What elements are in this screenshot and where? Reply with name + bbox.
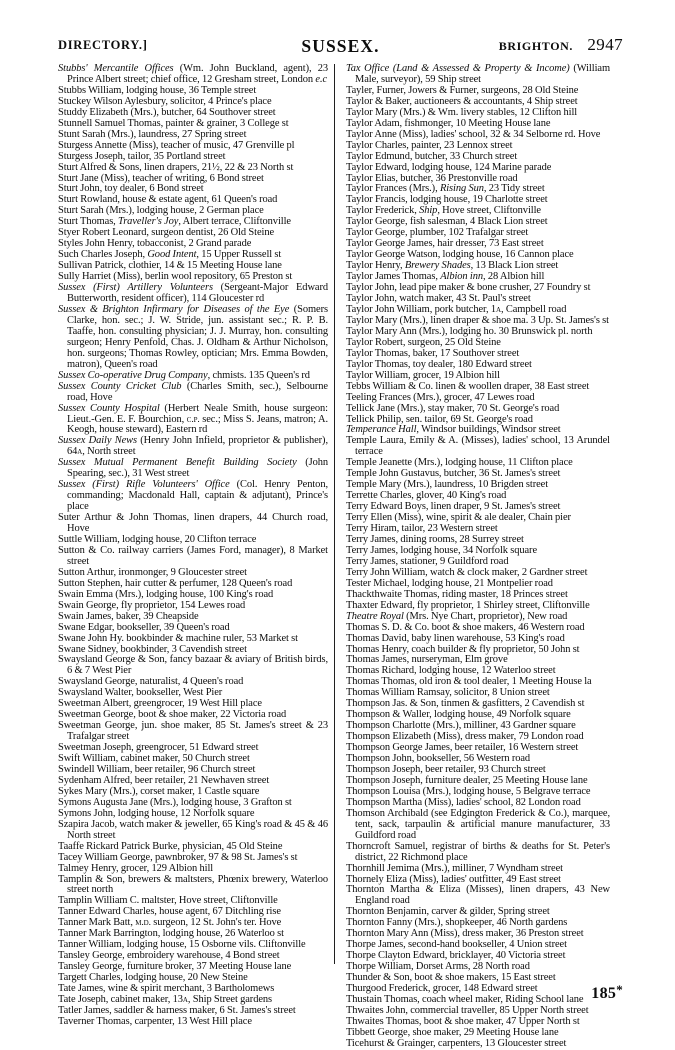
directory-entry: Thomas David, baby linen warehouse, 53 King's road [346, 632, 565, 644]
directory-entry: Stuckey Wilson Aylesbury, solicitor, 4 Prince's place [58, 95, 272, 107]
directory-entry: Taylor Thomas, baker, 17 Southover street [346, 347, 520, 359]
directory-entry: Sullivan Patrick, clothier, 14 & 15 Meeting House lane [58, 260, 282, 272]
directory-entry: Terry Ellen (Miss), wine, spirit & ale dealer, Chain pier [346, 512, 571, 524]
directory-entry: Thornely Eliza (Miss), ladies' outfitter, 49 East street [346, 873, 561, 885]
directory-entry: Sydenham Alfred, beer retailer, 21 Newhaven street [58, 774, 270, 786]
directory-entry: Taylor Thomas, toy dealer, 180 Edward street [346, 358, 532, 370]
directory-entry: Sussex Daily News (Henry John Infield, proprietor & publisher), 64a, North street [58, 435, 328, 458]
directory-entry: Sussex Co-operative Drug Company, chmists. 135 Queen's rd [58, 369, 310, 381]
directory-entry: Tanner Edward Charles, house agent, 67 Ditchling rise [58, 906, 281, 918]
directory-entry: Thorncroft Samuel, registrar of births & deaths for St. Peter's district, 22 Richmond place [346, 840, 610, 863]
directory-entry: Terry Edward Boys, linen draper, 9 St. James's street [346, 501, 561, 513]
directory-entry: Thorpe Clayton Edward, bricklayer, 40 Victoria street [346, 950, 566, 962]
directory-entry: Swift William, cabinet maker, 50 Church street [58, 753, 250, 765]
directory-entry: Thompson Joseph, beer retailer, 93 Church street [346, 764, 546, 775]
directory-entry: Thomas James, nurseryman, Elm grove [346, 654, 508, 666]
directory-entry: Tax Office (Land & Assessed & Property & Income) (William Male, surveyor), 59 Ship street [346, 63, 610, 85]
directory-entry: Terry John William, watch & clock maker, 2 Gardner street [346, 566, 588, 578]
directory-entry: Sussex Mutual Permanent Benefit Building Society (John Spearing, sec.), 31 West street [58, 457, 328, 480]
directory-entry: Sykes Mary (Mrs.), corset maker, 1 Castle square [58, 785, 260, 797]
signature-number: 185 [591, 985, 617, 1002]
directory-entry: Thorpe William, Dorset Arms, 28 North road [346, 961, 530, 973]
directory-entry: Swaysland George, naturalist, 4 Queen's road [58, 676, 244, 688]
directory-entry: Taylor George Watson, lodging house, 16 Cannon place [346, 249, 574, 261]
directory-entry: Thorpe James, second-hand bookseller, 4 Union street [346, 939, 567, 951]
directory-entry: Terry Hiram, tailor, 23 Western street [346, 523, 498, 535]
directory-entry: Tayler, Furner, Jowers & Furner, surgeons, 28 Old Steine [346, 84, 579, 96]
directory-entry: Taylor & Baker, auctioneers & accountants, 4 Ship street [346, 95, 578, 107]
directory-entry: Taylor Frederick, Ship, Hove street, Cliftonville [346, 205, 541, 217]
directory-entry: Taylor Edmund, butcher, 33 Church street [346, 150, 518, 162]
sheet-signature [591, 982, 623, 1003]
directory-entry: Tate James, wine & spirit merchant, 3 Bartholomews [58, 983, 275, 995]
directory-entry: Terry James, dining rooms, 28 Surrey street [346, 533, 524, 545]
directory-entry: Sturt John, toy dealer, 6 Bond street [58, 183, 204, 195]
running-head-right: BRIGHTON. [498, 39, 573, 53]
directory-entry: Thurgood Frederick, grocer, 148 Edward street [346, 983, 538, 995]
directory-entry: Taylor Charles, painter, 23 Lennox street [346, 139, 513, 151]
directory-entry: Taaffe Rickard Patrick Burke, physician, 45 Old Steine [58, 840, 283, 852]
directory-entry: Sturgess Annette (Miss), teacher of music, 47 Grenville pl [58, 139, 295, 151]
directory-entry: Thompson Elizabeth (Miss), dress maker, 79 London road [346, 731, 584, 743]
directory-entry: Sturt Thomas, Traveller's Joy, Albert terrace, Cliftonville [58, 216, 291, 228]
directory-entry: Tate Joseph, cabinet maker, 13a, Ship Street gardens [58, 994, 273, 1006]
directory-entry: Talmey Henry, grocer, 129 Albion hill [58, 862, 214, 874]
directory-entry: Sweetman Albert, greengrocer, 19 West Hill place [58, 698, 262, 710]
directory-entry: Terrette Charles, glover, 40 King's road [346, 490, 507, 502]
directory-entry: Targett Charles, lodging house, 20 New Steine [58, 972, 248, 984]
directory-entry: Sweetman Joseph, greengrocer, 51 Edward street [58, 742, 259, 754]
directory-entry: Thomas Henry, coach builder & fly proprietor, 50 John st [346, 643, 580, 655]
directory-entry: Suter Arthur & John Thomas, linen drapers, 44 Church road, Hove [58, 512, 328, 535]
directory-entry: Thwaites Thomas, boot & shoe maker, 47 Upper North st [346, 1015, 580, 1027]
directory-entry: Stunt Sarah (Mrs.), laundress, 27 Spring street [58, 128, 247, 140]
directory-entry: Tanner Mark Batt, m.d. surgeon, 12 St. John's ter. Hove [58, 917, 282, 929]
directory-entry: Szapira Jacob, watch maker & jeweller, 65 King's road & 45 & 46 North street [58, 818, 328, 841]
directory-entry: Sussex (First) Rifle Volunteers' Office (Col. Henry Penton, commanding; Macdonald Hall, captain & adjutant), Prince's place [58, 479, 328, 513]
directory-entry: Tibbett George, shoe maker, 29 Meeting House lane [346, 1026, 559, 1038]
directory-entry: Thornhill Jemima (Mrs.), milliner, 7 Wyndham street [346, 862, 563, 874]
directory-entry: Stubbs' Mercantile Offices (Wm. John Buckland, agent), 23 Prince Albert street; chief office, 12 Gresham street, London e.c [58, 63, 328, 85]
directory-entry: Thompson Martha (Miss), ladies' school, 82 London road [346, 796, 581, 808]
page-number: 2947 [587, 35, 623, 54]
directory-entry: Thornton Mary Ann (Miss), dress maker, 36 Preston street [346, 928, 584, 940]
directory-entry: Symons Augusta Jane (Mrs.), lodging house, 3 Grafton st [58, 796, 292, 808]
directory-entry: Sutton Stephen, hair cutter & perfumer, 128 Queen's road [58, 577, 293, 589]
directory-entry: Stunnell Samuel Thomas, painter & grainer, 3 College st [58, 117, 289, 129]
directory-entry: Taylor Mary (Mrs.) & Wm. livery stables, 12 Clifton hill [346, 106, 578, 118]
directory-entry: Tatler James, saddler & harness maker, 6 St. James's street [58, 1004, 296, 1016]
directory-entry: Swain James, baker, 39 Cheapside [58, 610, 199, 622]
directory-entry: Sussex & Brighton Infirmary for Diseases of the Eye (Somers Clarke, hon. sec.; J. W. Stride, jun. assistant sec.; R. P. B. Taaffe, hon. consulting physician; J. J. Murray, hon. consulting surgeon; Henry Penfold, Chas. J. Oldham & Arthur Nicholson, hon. surgeons; Thomas Rowley, optician; Mrs. Emma Bowden, matron), Queen's road [58, 303, 328, 370]
directory-entry: Temple Jeanette (Mrs.), lodging house, 11 Clifton place [346, 457, 573, 469]
directory-entry: Sutton & Co. railway carriers (James Ford, manager), 8 Market street [58, 544, 328, 567]
directory-entry: Swane John Hy. bookbinder & machine ruler, 53 Market st [58, 632, 298, 644]
directory-entry: Stubbs William, lodging house, 36 Temple street [58, 84, 257, 96]
directory-entry: Swaysland Walter, bookseller, West Pier [58, 687, 223, 699]
directory-entry: Swain George, fly proprietor, 154 Lewes road [58, 599, 246, 611]
directory-entry: Studdy Elizabeth (Mrs.), butcher, 64 Southover street [58, 106, 276, 118]
directory-entry: Styer Robert Leonard, surgeon dentist, 26 Old Steine [58, 227, 275, 239]
directory-entry: Sussex County Cricket Club (Charles Smith, sec.), Selbourne road, Hove [58, 380, 328, 403]
directory-entry: Taverner Thomas, carpenter, 13 West Hill place [58, 1015, 252, 1027]
directory-entry: Taylor Edward, lodging house, 124 Marine parade [346, 161, 552, 173]
directory-entry: Swane Edgar, bookseller, 39 Queen's road [58, 621, 230, 633]
directory-entry: Sweetman George, jun. shoe maker, 85 St. James's street & 23 Trafalgar street [58, 720, 328, 743]
directory-entry: Tanner William, lodging house, 15 Osborne vils. Cliftonville [58, 939, 306, 951]
directory-entry: Taylor John William, pork butcher, 1a, Campbell road [346, 303, 567, 315]
directory-entry: Tansley George, embroidery warehouse, 4 Bond street [58, 950, 280, 962]
directory-entry: Temple Mary (Mrs.), laundress, 10 Brigden street [346, 479, 549, 491]
directory-entry: Thompson John, bookseller, 56 Western road [346, 753, 531, 765]
directory-entry: Sussex (First) Artillery Volunteers (Sergeant-Major Edward Butterworth, resident officer), 114 Gloucester rd [58, 282, 328, 305]
directory-entry: Terry James, lodging house, 34 Norfolk square [346, 544, 537, 556]
directory-entry: Tamplin William C. maltster, Hove street, Cliftonville [58, 895, 278, 907]
directory-entry: Sturt Jane (Miss), teacher of writing, 6 Bond street [58, 172, 264, 184]
directory-entry: Swaysland George & Son, fancy bazaar & aviary of British birds, 6 & 7 West Pier [58, 654, 328, 677]
directory-entry: Taylor George, fish salesman, 4 Black Lion street [346, 216, 548, 228]
directory-entry: Taylor William, grocer, 19 Albion hill [346, 369, 500, 381]
directory-entry: Swain Emma (Mrs.), lodging house, 100 King's road [58, 588, 274, 600]
directory-entry: Tellick Jane (Mrs.), stay maker, 70 St. George's road [346, 402, 560, 414]
directory-entry: Tellick Philip, sen. tailor, 69 St. George's road [346, 413, 533, 425]
directory-entry: Sweetman George, boot & shoe maker, 22 Victoria road [58, 709, 287, 721]
directory-entry: Sturt Rowland, house & estate agent, 61 Queen's road [58, 194, 278, 206]
directory-entry: Taylor James Thomas, Albion inn, 28 Albion hill [346, 271, 545, 283]
directory-entry: Thornton Fanny (Mrs.), shopkeeper, 46 North gardens [346, 917, 568, 929]
directory-entry: Tamplin & Son, brewers & maltsters, Phœnix brewery, Waterloo street north [58, 873, 328, 896]
directory-entry: Sturt Alfred & Sons, linen drapers, 21½, 22 & 23 North st [58, 161, 294, 173]
directory-entry: Taylor Anne (Miss), ladies' school, 32 & 34 Selborne rd. Hove [346, 128, 601, 140]
directory-column-left [58, 63, 334, 1027]
directory-entry: Thomson Archibald (see Edgington Frederick & Co.), marquee, tent, sack, tarpaulin & artificial manure manufacturer, 33 Guildford road [346, 807, 610, 841]
directory-entry: Thomas Thomas, old iron & tool dealer, 1 Meeting House la [346, 676, 592, 688]
directory-entry: Sussex County Hospital (Herbert Neale Smith, house surgeon: Lieut.-Gen. E. F. Bourchion, c.p. sec.; Miss S. Jeans, matron; A. Keogh, house steward), Eastern rd [58, 402, 328, 436]
directory-entry: Thomas Richard, lodging house, 12 Waterloo street [346, 665, 556, 677]
directory-entry: Thompson & Waller, lodging house, 49 Norfolk square [346, 709, 571, 721]
directory-entry: Taylor Henry, Brewery Shades, 13 Black Lion street [346, 260, 559, 272]
directory-entry: Such Charles Joseph, Good Intent, 15 Upper Russell st [58, 249, 282, 261]
directory-entry: Thwaites John, commercial traveller, 85 Upper North street [346, 1004, 589, 1016]
directory-entry: Sutton Arthur, ironmonger, 9 Gloucester street [58, 566, 247, 578]
directory-entry: Taylor Elias, butcher, 36 Prestonville road [346, 172, 518, 184]
directory-entry: Tebbs William & Co. linen & woollen draper, 38 East street [346, 380, 590, 392]
directory-entry: Thomas S. D. & Co. boot & shoe makers, 46 Western road [346, 621, 585, 633]
directory-entry: Thomas William Ramsay, solicitor, 8 Union street [346, 687, 550, 699]
directory-entry: Thustain Thomas, coach wheel maker, Riding School lane [346, 994, 584, 1006]
directory-entry: Taylor Mary (Mrs.), linen draper & shoe ma. 3 Up. St. James's st [346, 314, 609, 326]
directory-entry: Tansley George, furniture broker, 37 Meeting House lane [58, 961, 292, 973]
directory-entry: Taylor George, plumber, 102 Trafalgar street [346, 227, 529, 239]
directory-entry: Thaxter Edward, fly proprietor, 1 Shirley street, Cliftonville [346, 599, 590, 611]
directory-entry: Theatre Royal (Mrs. Nye Chart, proprietor), New road [346, 610, 568, 622]
directory-entry: Taylor Mary Ann (Mrs.), lodging ho. 30 Brunswick pl. north [346, 325, 593, 337]
running-head-left: DIRECTORY.] [58, 38, 148, 52]
directory-entry: Tacey William George, pawnbroker, 97 & 98 St. James's st [58, 851, 298, 863]
directory-entry: Sturgess Joseph, tailor, 35 Portland street [58, 150, 226, 162]
directory-entry: Ticehurst & Grainger, carpenters, 13 Gloucester street [346, 1037, 567, 1049]
directory-entry: Temple John Gustavus, butcher, 36 St. James's street [346, 468, 561, 480]
directory-entry: Temperance Hall, Windsor buildings, Windsor street [346, 424, 561, 436]
running-head [58, 35, 623, 60]
directory-entry: Taylor Frances (Mrs.), Rising Sun, 23 Tidy street [346, 183, 545, 195]
directory-entry: Taylor Robert, surgeon, 25 Old Steine [346, 336, 501, 348]
signature-mark: * [616, 982, 623, 998]
directory-entry: Thompson Jas. & Son, tinmen & gasfitters, 2 Cavendish st [346, 698, 585, 710]
directory-entry: Taylor Francis, lodging house, 19 Charlotte street [346, 194, 548, 206]
running-head-title: SUSSEX. [301, 36, 380, 56]
directory-entry: Thornton Benjamin, carver & gilder, Spring street [346, 906, 550, 918]
directory-entry: Taylor John, lead pipe maker & bone crusher, 27 Foundry st [346, 282, 591, 294]
directory-entry: Thompson Louisa (Mrs.), lodging house, 5 Belgrave terrace [346, 785, 591, 797]
directory-entry: Taylor Adam, fishmonger, 10 Meeting House lane [346, 117, 551, 129]
directory-entry: Tester Michael, lodging house, 21 Montpelier road [346, 577, 553, 589]
directory-entry: Sully Harriet (Miss), berlin wool repository, 65 Preston st [58, 271, 293, 283]
directory-entry: Temple Laura, Emily & A. (Misses), ladies' school, 13 Arundel terrace [346, 435, 610, 458]
directory-entry: Taylor John, watch maker, 43 St. Paul's street [346, 293, 531, 305]
directory-entry: Swindell William, beer retailer, 96 Church street [58, 764, 256, 775]
directory-entry: Terry James, stationer, 9 Guildford road [346, 555, 509, 567]
directory-entry: Thornton Martha & Eliza (Misses), linen drapers, 43 New England road [346, 884, 610, 907]
directory-entry: Thompson Charlotte (Mrs.), milliner, 43 Gardner square [346, 720, 576, 732]
directory-entry: Thompson George James, beer retailer, 16 Western street [346, 742, 579, 754]
directory-entry: Styles John Henry, tobacconist, 2 Grand parade [58, 238, 252, 250]
directory-entry: Thompson Joseph, furniture dealer, 25 Meeting House lane [346, 774, 588, 786]
directory-entry: Thunder & Son, boot & shoe makers, 15 East street [346, 972, 556, 984]
directory-entry: Thackthwaite Thomas, riding master, 18 Princes street [346, 588, 568, 600]
directory-entry: Taylor George James, hair dresser, 73 East street [346, 238, 544, 250]
directory-entry: Tanner Mark Barrington, lodging house, 26 Waterloo st [58, 928, 284, 940]
directory-entry: Sturt Sarah (Mrs.), lodging house, 2 German place [58, 205, 264, 217]
directory-entry: Symons John, lodging house, 12 Norfolk square [58, 807, 255, 819]
directory-entry: Swane Sidney, bookbinder, 3 Cavendish street [58, 643, 247, 655]
directory-entry: Teeling Frances (Mrs.), grocer, 47 Lewes road [346, 391, 535, 403]
directory-entry: Suttle William, lodging house, 20 Clifton terrace [58, 533, 257, 545]
